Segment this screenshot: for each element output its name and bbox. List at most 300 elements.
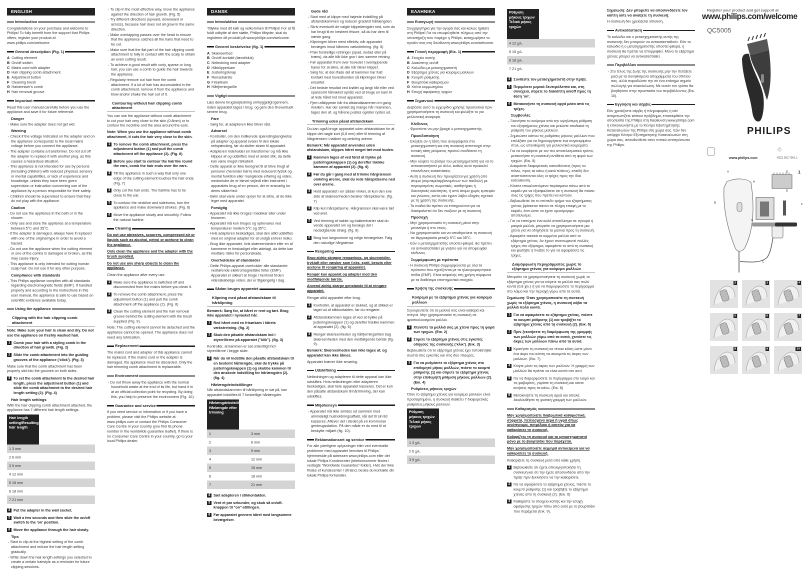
step-item: [7, 508, 95, 513]
bullet-item: - Klipningen bliver mest effektiv, når apparatet bevæges imod hårenes vækstretning. (fig. 5): [308, 39, 384, 49]
heading-rule: [107, 375, 114, 376]
subheading: Hårlængdeindstillinger: [211, 382, 253, 387]
section-heading: [407, 20, 495, 25]
heading-rule: [157, 405, 195, 406]
table-cell: 3 9 mm: [9, 463, 22, 468]
step-item: [507, 330, 595, 345]
paragraph: Congratulations on your purchase and welcome to Philips! To fully benefit from the support that Philips offers, register your product at www.philips.com/welcome.: [7, 25, 90, 45]
step-text: Skub den påsatte afstandskam ind i styrerillerne på apparatet ("klik"). (fig. 3): [213, 332, 284, 343]
part-name: Εσοχή αφαίρεσης τριχών: [411, 89, 453, 95]
section-title: Generel beskrivelse (fig. 1): [215, 44, 264, 49]
table-header: Ρύθμιση μήκους τριχών Τελικό μήκος τριχών: [407, 409, 439, 439]
bullet-item: - Børn skal være under opsyn for at sikre, at de ikke leger med apparatet.: [208, 193, 292, 204]
step-item: [507, 77, 595, 82]
step-number: 1: [308, 303, 311, 307]
part-label: H: [753, 180, 756, 184]
bullet-item: - Κάνετε επικαλυπτόμενα περάσματα πάνω από το κεφάλι για να εξασφαλίσετε ότι η συσκευή θα πιάσει όλες τις τρίχες που πρέπει να κοπούν.: [508, 183, 595, 198]
part-letter: A: [7, 55, 10, 61]
step-text: To set the comb attachment to the desired hair length, press the adjustment button (1) and slide the comb attachment to the desired hair length setting (2). (Fig. 4): [13, 376, 95, 396]
part-name: Hairdresser's comb: [11, 84, 43, 90]
bullet-item: - This Philips appliance complies with all standards regarding electromagnetic fields (EMF). If handled properly and according to the instructions in this user manual, the appliance is safe to use based on scientific evidence available today.: [8, 278, 94, 303]
section-heading: [607, 63, 695, 68]
step-item: [7, 528, 95, 533]
step-text: Only cut the hair ends. The hairline has to be close to the ear.: [113, 188, 187, 198]
paragraph: With the hair clipping comb attachment attached, the appliance has 7 different hair length settings.: [7, 402, 92, 413]
column-english-2: [107, 7, 195, 562]
hair-length-table: [507, 9, 595, 73]
figure-number: 5: [734, 314, 736, 318]
step-number: 4: [108, 188, 111, 193]
step-item: [107, 213, 195, 223]
step-text: Afstandskammen tages af ved at trykke på justeringsknappen (1) og derefter trække kammen af apparatet (2). (fig. 6): [313, 314, 395, 330]
step-number: 6: [8, 528, 11, 532]
step-number: 3: [308, 332, 311, 337]
bullet-item: - Make sure the adapter does not get wet.: [8, 121, 76, 127]
heading-rule: [65, 51, 95, 52]
table-cell: 6 18 χιλ.: [509, 58, 523, 63]
paragraph: Make sure that the comb attachment has been properly slid into the grooves on both sides.: [7, 363, 83, 374]
step-text: Brug kun langsomme og rolige bevægelser. Følg den naturlige hårgrænse.: [313, 235, 393, 245]
step-number: 2: [508, 330, 511, 334]
table-cell: 3: [209, 448, 212, 453]
table-row: [207, 446, 295, 455]
section-heading: [207, 94, 295, 99]
document-code: 4222.002.7361.1: [777, 156, 798, 160]
part-letter: D: [7, 70, 10, 75]
part-name: Mains cord with adapter: [11, 65, 51, 70]
section-title: Σημαντικό: [415, 98, 434, 103]
bullet-item: - This appliance is not intended for use by persons (including children) with reduced physical, sensory or mental capabilities, or lack of experience and knowledge, unless they have been given supervision or instruction concerning use of the appliance by a person responsible for their safety.: [8, 164, 93, 193]
bullet-item: - Apparatet må ikke smides ud sammen med almindeligt husholdningsaffald, når det til sin tid kasseres. Aflever det i stedet på en kommunal genbrugsstation. På den måde er du med til at beskytte miljøet (fig. 10).: [308, 409, 388, 434]
bullet-item: - Only use and store the appliance at a temperature between 5°C and 35°C.: [8, 221, 92, 231]
bullet-item: - Sørg for, at adapteren ikke bliver våd.: [208, 121, 271, 127]
step-item: [107, 280, 195, 290]
part-label: F: [801, 203, 803, 206]
section-heading: [307, 403, 395, 408]
table-row: [407, 456, 495, 465]
column-dansk-2: [307, 7, 395, 562]
step-item: [107, 142, 195, 157]
step-text: Rengør skæreenheden og hårfjerningsrillen bag skæreenheden med den medfølgende børste (fig. 9).: [313, 332, 394, 347]
heading-rule: [207, 21, 214, 22]
heading-rule: [107, 405, 114, 406]
step-text: Για να αφαιρέσετε το εξάρτημα χτένας, πιέστε το κουμπί ρύθμισης (1) και τραβήξτε το εξάρτημα χτένας από τη συσκευή (2). (Εικ. 6): [513, 482, 592, 497]
step-item: [507, 101, 595, 111]
step-item: [307, 218, 395, 233]
heading-rule: [140, 346, 195, 347]
bullet-item: - Fjern afklippede hår fra afstandskammen en gang imellem. Har der samlet sig mange hår i kammen, tages den af, og hårene pustes og/eller rystes ud.: [308, 100, 392, 115]
figure-thumbnail: [774, 280, 802, 308]
part-name: Hair removal groove: [11, 89, 45, 95]
bullet-item: - Children should be supervised to ensure that they do not play with the appliance.: [8, 193, 91, 204]
heading-rule: [434, 100, 495, 101]
step-text: Sæt adapteren i stikkontakten.: [213, 492, 267, 498]
table-cell: 4 12 mm: [9, 471, 24, 477]
paragraph: Læs denne brugsvejledning omhyggeligt igennem, inden apparatet tages i brug, og gem den til eventuelt senere brug.: [207, 99, 294, 115]
table-row: [507, 56, 595, 65]
subheading: Advarsel: [211, 128, 228, 134]
part-name: Χτένα κομμωτηρίου: [411, 84, 444, 90]
section-title: Important: [15, 98, 33, 103]
register-text: Register your product and get support at: [707, 8, 779, 13]
heading-rule: [454, 288, 495, 289]
heading-rule: [365, 439, 395, 440]
note-paragraph: Σημείωση: Δεν μπορείτε να αποσυνδέσετε τον κόπτη ούτε να ανοίξετε τη συσκευή.: [607, 8, 688, 18]
table-row: [7, 470, 95, 479]
bullet-item: - Check if the voltage indicated on the adapter and on the appliance corresponds to the local mains voltage before you connect the appliance.: [8, 134, 95, 149]
bullet-item: - Start to clip at the highest setting of the comb attachment and reduce the hair length setting gradually.: [8, 539, 85, 554]
step-number: 5: [508, 376, 511, 380]
paragraph: Når afstandskammen til hårklipning er sat på, kan apparatet indstilles til 7 forskellige hårlængder.: [207, 387, 288, 398]
table-header: Hårlængdeindstilling Hårlængde efter trimning: [207, 399, 239, 429]
heading-rule: [38, 21, 95, 22]
step-item: [207, 356, 295, 380]
heading-rule: [643, 30, 695, 31]
bullet-item: - Do not throw away the appliance with the normal household waste at the end of its life, but hand it in at an official collection point for recycling. By doing this, you help to preserve the environment (Fig. 10).: [108, 379, 195, 399]
note-paragraph: Bemærk: Sørg for, at håret er rent og tørt. Brug ikke apparatet i nyvasket hår.: [207, 308, 289, 318]
table-row: [507, 48, 595, 57]
note-paragraph: Note: When you use the appliance without comb attachment, it cuts the hair very close to the skin.: [107, 129, 193, 139]
table-row: [7, 444, 95, 453]
subheading: Προειδοποίηση: [411, 133, 440, 139]
table-cell: 15 mm: [251, 465, 263, 470]
table-cell: 4: [209, 456, 212, 462]
heading-rule: [207, 95, 214, 96]
step-number: 6: [208, 512, 211, 517]
paragraph: Rengør altid apparatet efter brug.: [307, 295, 361, 300]
step-number: 3: [208, 356, 211, 361]
subheading: Ρυθμίσεις μήκους τριχών: [411, 386, 457, 392]
step-text: Slide the comb attachment into the guiding grooves of the appliance ('click'). (Fig. 3): [13, 352, 89, 362]
heading-rule: [637, 64, 695, 65]
section-title: Introduction: [15, 19, 38, 24]
hair-length-table: [7, 414, 95, 504]
paragraph: Kontrollér, at kammen er sat ordentligt ind i styrerillerne i begge sider.: [207, 343, 277, 354]
bullet-item: - Brug ikke apparatet, hvis skæreenheden eller en af kammene er beskadiget eller ødelagt, da dette kan medføre risiko for personskade.: [208, 241, 294, 256]
step-number: 3: [308, 189, 311, 194]
table-row: [507, 39, 595, 48]
table-cell: 1 3 mm: [9, 446, 22, 451]
part-letter: H: [7, 89, 10, 95]
heading-rule: [34, 100, 95, 101]
table-cell: 18 mm: [251, 473, 263, 479]
bullet-item: - Ελέγξτε αν η τάση που αναγράφεται στο μετασχηματιστή και στη συσκευή αντιστοιχεί στην τοπική τάση ρεύματος προτού συνδέσετε τη συσκευή.: [408, 138, 491, 158]
step-item: [107, 171, 195, 186]
table-row: [207, 455, 295, 464]
step-text: Comb your hair with a styling comb in the direction of hair growth. (Fig. 2): [13, 340, 87, 350]
step-number: 2: [508, 482, 511, 487]
subheading: Caution: [11, 205, 26, 210]
part-name: Justeringsknap: [211, 70, 237, 75]
column-dansk-1: [207, 7, 295, 562]
step-text: Σύρετε το εξάρτημα χτένας στις εγκοπές οδηγούς της συσκευής (‘κλικ’). (Εικ. 3): [413, 337, 483, 347]
section-heading: [207, 287, 295, 292]
caution-paragraph: Καθαρίζετε τη συσκευή και το μετασχηματιστή μόνο με το βουρτσάκι που παρέχεται.: [507, 434, 588, 444]
part-name: Hårfjerningsrille: [211, 84, 237, 90]
step-item: [207, 493, 295, 498]
heading-rule: [338, 405, 395, 406]
step-text: Για να διαμορφώσετε το περίγραμμα στο λαιμό και τις φαβορίτες, γυρίστε τη συσκευή και κάντε κινήσεις προς τα κάτω. (Εικ. 8): [513, 375, 595, 391]
subheading: Fare: [211, 116, 220, 121]
heading-rule: [507, 408, 514, 409]
paragraph: Η συσκευή δεν χρειάζεται λίπανση.: [607, 19, 664, 24]
subsection-title: Trimning uden påsat afstandskam: [307, 119, 395, 125]
section-heading: [307, 437, 395, 442]
table-body: [7, 444, 95, 504]
part-name: Cutting element: [11, 55, 38, 61]
step-text: Κόψτε μόνο τις άκρες των μαλλιών. Η γραμμή των μαλλιών θα πρέπει να είναι κοντά στο αυτί.: [513, 363, 595, 373]
part-name: Hårklipperkam: [211, 65, 236, 70]
heading-rule: [307, 405, 314, 406]
section-title: Environment: [115, 373, 139, 378]
step-item: [307, 189, 395, 204]
bullet-item: - Να χρησιμοποιείτε και να αποθηκεύετε τη συσκευή σε θερμοκρασία μεταξύ 5°C και 35°C.: [408, 230, 492, 241]
subheading: Gode råd: [311, 9, 328, 14]
heading-rule: [259, 289, 295, 290]
step-item: [507, 393, 595, 403]
part-label: A: [727, 170, 730, 174]
section-heading: [7, 98, 95, 103]
philips-logo: PHILIPS: [747, 125, 792, 137]
section-title: Εγγύηση και σέρβις: [615, 102, 651, 107]
note-paragraph: Σημείωση: Όταν χρησιμοποιείτε τη συσκευή χωρίς το εξάρτημα χτένας, η συσκευή κόβει τα μαλλιά πολύ κοντά.: [507, 295, 588, 310]
step-number: 5: [508, 84, 511, 89]
step-number: 3: [408, 360, 411, 365]
bullet-item: - Make overlapping passes over the head to ensure that the appliance catches all the hairs that need to be cut.: [108, 32, 194, 47]
section-title: Rengøring: [315, 249, 334, 254]
heading-rule: [407, 100, 414, 101]
table-row: [207, 480, 295, 489]
step-item: [507, 364, 595, 374]
figure-thumbnails: [710, 280, 802, 374]
caution-paragraph: Brug aldrig skrappe rengørings- og skuremidler, trykluft eller væsker som f.eks. sprit, benzin eller acetone til rengøring af apparatet.: [307, 255, 392, 270]
bullet-item: - Αυτή η συσκευή δεν προορίζεται για χρήση από άτομα (συμπεριλαμβανομένων των παιδιών) με περιορισμένες σωματικές, αισθητήριες ή διανοητικές ικανότητες, ή από άτομα χωρίς εμπειρία και γνώσεις, εκτός εάν έχουν λάβει οδηγίες σχετικά με τη χρήση της συσκευής.: [408, 173, 495, 203]
bullet-item: - To achieve a good result with curly, sparse or long hair, you can use a comb to guide the hair towards the appliance.: [108, 62, 193, 77]
caution-paragraph: Do not use any sharp objects to clean the appliance.: [107, 260, 180, 271]
figure-thumbnail: [710, 346, 738, 374]
step-text: Kontrollér, at apparatet er slukket, og at stikket er taget ud af stikkontakten, før du rengører.: [313, 302, 393, 313]
part-letter: C: [407, 65, 410, 70]
step-item: [7, 340, 95, 350]
section-heading: [607, 102, 695, 107]
step-text: Klip kun hårspidserne. Hårgrænsen skal være tæt ved øret.: [313, 206, 395, 216]
section-title: Miljøhensyn: [315, 402, 337, 408]
step-item: [107, 200, 195, 210]
paragraph: Όταν το εξάρτημα χτένας για κούρεμα μαλλιών είναι προσαρτημένο, η συσκευή διαθέτει 7 διαφορετικές ρυθμίσεις μήκους μαλλιών.: [407, 392, 491, 407]
site-url[interactable]: www.philips.com: [729, 156, 758, 160]
welcome-url[interactable]: www.philips.com/welcome: [702, 12, 798, 21]
step-number: 4: [508, 364, 511, 368]
part-letter: A: [207, 50, 210, 56]
bullet-item: - If the adapter is damaged, always have it replaced with one of the original type in order to avoid a hazard.: [8, 231, 92, 246]
figure-number: 8: [734, 347, 736, 351]
bullet-item: - Για να κουρέψετε με τον πιο αποτελεσματικό τρόπο, μετακινήστε τη συσκευή αντίθετα από τη φορά των τριχών. (Εικ. 5): [508, 148, 594, 163]
step-text: Red håret med en frisørkam i hårets vækstretning. (fig. 2): [213, 320, 276, 330]
paragraph: For alle yderligere oplysninger eller ved eventuelle problemer med apparatet henvises til Philips’ hjemmeside på adressen www.philips.com eller det lokale Philips Kundecenter (telefonnummer findes i vedlagte ”Worldwide Guarantee”-folder). Hvis der ikke findes et kundecenter i dit land, bedes du kontakte din lokale Philips-forhandler.: [307, 443, 395, 478]
part-name: Βουρτσάκι καθαρισμού: [411, 79, 449, 85]
caution-paragraph: Anvend aldrig skarpe genstande til at rengøre apparatet.: [307, 283, 387, 294]
bullet-item: - Η συσκευή Philips συμμορφώνεται με όλα τα πρότυπα που σχετίζονται με τα ηλεκτρομαγνητικά πεδία (EMF). Είναι ασφαλής στη χρήση σύμφωνα με τα διαθέσιμα επιστημονικά στοιχεία.: [408, 262, 492, 282]
part-label: D: [786, 170, 789, 174]
step-text: Βεβαιωθείτε ότι έχετε απενεργοποιήσει τη συσκευή και ότι την έχετε αποσυνδέσει από την πρίζα πριν ξεκινήσετε να την καθαρίσετε.: [513, 465, 590, 480]
step-text: Wait a few seconds and then slide the on/off switch to the 'on' position.: [13, 515, 91, 525]
table-cell: 1: [209, 431, 212, 436]
step-number: 5: [208, 500, 211, 505]
part-letter: C: [207, 60, 210, 65]
figure-number: 6: [766, 314, 768, 318]
figure-number: 2: [734, 281, 736, 285]
part-name: Skæreenhed: [211, 50, 233, 56]
step-number: 2: [308, 315, 311, 319]
part-name: Εξάρτημα χτένας για κούρεμα μαλλιών: [411, 70, 474, 75]
table-cell: 2: [209, 439, 212, 445]
table-header: Hair length setting/Resulting hair length: [7, 414, 39, 444]
section-title: Χρήση της συσκευής: [415, 286, 454, 291]
table-cell: 3 9 χιλ.: [409, 457, 421, 463]
step-number: 1: [408, 325, 411, 329]
step-item: [507, 499, 595, 514]
subheading: Προσοχή: [411, 215, 428, 220]
step-number: 3: [508, 347, 511, 351]
bullet-item: - Μην κόψετε το βύσμα του μετασχηματιστή για να το αντικαταστήσετε με άλλο, καθώς αυτό προκαλεί επικίνδυνες καταστάσεις.: [408, 158, 494, 173]
heading-rule: [107, 228, 114, 229]
figure-thumbnail: [742, 280, 770, 308]
step-number: 1: [208, 320, 211, 325]
step-item: [7, 515, 95, 525]
table-cell: 7 21 χιλ.: [509, 66, 523, 71]
heading-rule: [407, 21, 414, 22]
subheading: Overholdelse af standarder: [211, 257, 261, 263]
step-item: [307, 172, 395, 187]
part-letter: F: [407, 79, 410, 85]
bullet-item: - Try different directions (upward, downward or across), because hair does not all grow in the same direction.: [108, 17, 195, 32]
paragraph: If you need service or information or if you have a problem, please visit the Philips website at www.philips.com or contact the Philips Consumer Care Centre in your country (you find its phone number in the worldwide guarantee leaflet). If there is no Consumer Care Centre in your country, go to your local Philips dealer.: [107, 409, 193, 444]
section-title: Καθαρισμός: [515, 406, 537, 412]
section-heading: [7, 20, 95, 25]
bullet-item: - Adapteren indeholder en transformer og må ikke klippes af og udskiftes med et andet stik, da dette kan være meget risikabelt.: [208, 149, 291, 164]
section-heading: [7, 49, 95, 54]
step-item: [307, 332, 395, 347]
bullet-item: - Για να επιτύχετε ένα καλό αποτέλεσμα σε σγουρά ή μακριά μαλλιά, μπορείτε να χρησιμοποιήσετε μια χτένα για να οδηγήσετε τα μαλλιά προς τη συσκευή.: [508, 218, 595, 233]
table-cell: 4 12 χιλ.: [509, 41, 523, 46]
section-heading: [307, 249, 395, 254]
subheading: Danger: [11, 116, 25, 121]
paragraph: Καθαρίζετε τη συσκευή μετά από κάθε χρήση.: [507, 457, 582, 463]
table-cell: 21 mm: [251, 482, 263, 487]
figure-number: 9: [766, 347, 768, 351]
figure-thumbnail: [742, 313, 770, 341]
part-letter: E: [7, 75, 10, 80]
table-row: [7, 453, 95, 462]
heading-rule: [207, 289, 214, 290]
table-row: [207, 463, 295, 472]
bullet-item: - Ξεκινήστε το κούρεμα από την υψηλότερη ρύθμιση του εξαρτήματος χτένας και μειώστε σταδιακά τη ρύθμιση του μήκους μαλλιών.: [508, 118, 593, 133]
part-name: Frisørkam: [211, 79, 228, 85]
section-heading: [207, 44, 295, 49]
table-row: [7, 478, 95, 487]
step-text: Καθαρίστε το στοιχείο κοπής και την εσοχή αφαίρεσης τριχών πίσω από αυτό με το βουρτσάκι που παρέχεται (Εικ. 9).: [513, 499, 595, 514]
step-number: 5: [8, 515, 11, 520]
section-title: Αντικατάσταση: [615, 28, 643, 33]
caution-paragraph: Only clean the appliance and the adapter with the brush supplied.: [107, 249, 193, 259]
language-header: ENGLISH: [7, 8, 95, 16]
column-greek-3: [607, 7, 695, 562]
bullet-item: - Dette Philips-apparat overholder alle standarder vedrørende elektromagnetiske felter (EMF). Apparatet er sikkert at bruge i henhold til den videnskabelige viden, der er tilgængelig i dag.: [208, 263, 288, 283]
step-item: [307, 235, 395, 245]
paragraph: Clean the appliance after every use.: [107, 272, 166, 278]
step-item: [7, 353, 95, 363]
part-letter: B: [207, 55, 210, 61]
table-row: [207, 429, 295, 438]
heading-rule: [538, 408, 595, 409]
part-list-item: [207, 85, 295, 90]
table-cell: 5 15 mm: [9, 480, 24, 485]
step-item: [7, 376, 95, 395]
step-number: 6: [508, 393, 511, 397]
table-body: [207, 429, 295, 489]
section-title: Cleaning: [115, 226, 132, 231]
step-text: Put the adapter in the wall socket.: [13, 507, 73, 513]
step-item: [207, 320, 295, 330]
step-number: 2: [408, 337, 411, 342]
step-text: Χτενίστε τα μαλλιά σας με χτένα προς τη φορά των τριχών. (Εικ. 2): [413, 324, 495, 335]
paragraph: Το καλώδιο και ο μετασχηματιστής αυτής της συσκευής δεν μπορούν να αντικατασταθούν. Εάν το καλώδιο ή ο μετασχηματιστής υποστεί φθορά, η συσκευή θα πρέπει να απορριφθεί. Μόνο το εξάρτημα χτένας μπορεί να αντικατασταθεί.: [607, 34, 695, 59]
heading-rule: [264, 46, 295, 47]
subsection-title: Clipping with the hair clipping comb attachment: [7, 315, 95, 326]
figure-thumbnail: [774, 313, 802, 341]
section-title: Guarantee and service: [115, 403, 156, 408]
step-text: Μετακινήστε τη συσκευή αργά μέσα από τις τρίχες.: [513, 101, 590, 111]
bullet-item: - Skriv eventuelt de valgte klippelængder ned, som du har brugt til en bestemt frisure, så du har dem til næste gang.: [308, 24, 396, 39]
section-title: Udskiftning: [315, 368, 336, 373]
table-row: [207, 472, 295, 481]
step-number: 1: [108, 142, 111, 146]
language-header: ΕΛΛΗΝΙΚΑ: [407, 8, 495, 16]
part-letter: B: [7, 60, 10, 65]
bullet-item: - Εάν ο μετασχηματιστής υποστεί φθορά, θα πρέπει να αντικατασταθεί με γνήσιο για να αποφευχθεί κίνδυνος.: [408, 240, 492, 256]
step-item: [107, 159, 195, 169]
heading-rule: [607, 30, 614, 31]
section-title: Sådan bruges apparatet: [215, 286, 259, 292]
column-english-1: [7, 7, 95, 569]
step-number: 2: [208, 333, 211, 337]
step-text: Før du går i gang med at trimme hårgrænsen omkring ørerne, skal du rede hårspidserne ned over ørerne.: [313, 172, 396, 187]
heading-rule: [107, 346, 114, 347]
part-label: G: [751, 219, 754, 222]
bullet-item: - Kontrollér, om den indikerede spændingsangivelse på adapter og apparat svarer til den lokale netspænding, før du slutter strøm til apparatet.: [208, 134, 292, 149]
table-cell: 7: [209, 482, 212, 487]
table-cell: 9 mm: [251, 448, 261, 453]
step-item: [407, 360, 495, 384]
table-row: [7, 495, 95, 504]
bullet-item: - Apparatet må kun bruges og opbevares ved temperaturer mellem 5°C og 35°C.: [208, 221, 282, 231]
heading-rule: [407, 51, 414, 52]
step-text: Vent et par sekunder, og skub så on/off-knappen til "on"-stillingen.: [213, 500, 283, 510]
subheading: Συμμόρφωση με πρότυπα: [411, 257, 459, 262]
heading-rule: [307, 439, 314, 440]
philips-shield-icon: [707, 148, 715, 156]
section-heading: [107, 374, 195, 379]
heading-rule: [434, 21, 495, 22]
table-cell: 7 21 mm: [9, 497, 24, 502]
step-item: [107, 292, 195, 307]
paragraph: Apparatet kræver ikke smøring.: [307, 359, 358, 364]
bullet-item: - Hvis adapteren beskadiges, skal den altid udskiftes med en original adapter for at undgå enhver risiko.: [208, 231, 293, 241]
step-number: 2: [108, 159, 111, 163]
part-name: Στοιχείο κοπής: [411, 55, 436, 61]
bullet-item: - Αφαιρείτε τακτικά τα κομμένα μαλλιά από το εξάρτημα χτένας. Αν έχουν συσσωρευτεί πολλές τρίχες στο εξάρτημα, αφαιρέστε το από τη συσκευή και φυσήξτε ή τινάξτε το για να αφαιρέσετε τις τρίχες.: [508, 233, 594, 258]
part-name: Κουμπί ρύθμισης: [411, 75, 440, 80]
